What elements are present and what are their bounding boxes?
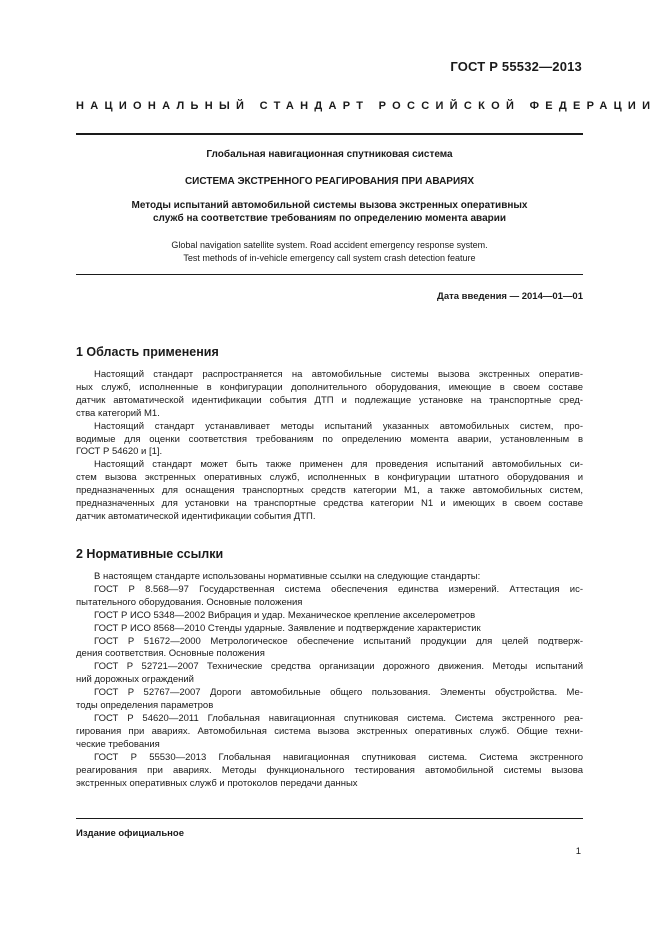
text-line: гирования при авариях. Автомобильная система вызова экстренных оперативных служб. Общие техни- xyxy=(76,725,583,737)
text-line: датчик автоматической идентификации события ДТП и подлежащие установке на транспортные сред- xyxy=(76,394,583,406)
text-line: ний дорожных ограждений xyxy=(76,674,194,686)
text-line: В настоящем стандарте использованы нормативные ссылки на следующие стандарты: xyxy=(94,571,481,582)
text-line: Настоящий стандарт устанавливает методы испытаний указанных автомобильных систем, про- xyxy=(94,420,583,432)
text-line: ГОСТ Р 52721—2007 Технические средства организации дорожного движения. Методы испытаний xyxy=(94,661,583,673)
text-line: пытательного оборудования. Основные положения xyxy=(76,596,303,608)
section-2-heading: 2 Нормативные ссылки xyxy=(76,547,224,561)
national-standard-banner: НАЦИОНАЛЬНЫЙ СТАНДАРТ РОССИЙСКОЙ ФЕДЕРАЦИИ xyxy=(76,100,657,112)
title-rule xyxy=(76,274,583,275)
text-line: ГОСТ Р ИСО 8568—2010 Стенды ударные. Заявление и подтверждение характеристик xyxy=(94,622,481,634)
page-number: 1 xyxy=(575,846,581,857)
section-1-heading: 1 Область применения xyxy=(76,345,219,359)
text-line: дения соответствия. Основные положения xyxy=(76,648,265,660)
text-line: реагирования при авариях. Методы функционального тестирования автомобильной системы вызова xyxy=(76,764,583,776)
footer-rule xyxy=(76,818,583,819)
text-line: Настоящий стандарт распространяется на автомобильные системы вызова экстренных оператив- xyxy=(94,369,583,380)
text-line: тоды определения параметров xyxy=(76,700,214,712)
text-line: стем вызова экстренных оперативных служб, исполненных в конфигурации штатного оборудования и xyxy=(76,472,583,484)
text-line: датчик автоматической идентификации события ДТП. xyxy=(76,510,316,522)
text-line: ческие требования xyxy=(76,738,160,750)
title-english-a: Global navigation satellite system. Road accident emergency response system. xyxy=(171,240,488,250)
text-line: ГОСТ Р 54620—2011 Глобальная навигационная спутниковая система. Система экстренного реа- xyxy=(94,712,583,724)
text-line: ства категорий М1. xyxy=(76,407,160,419)
text-line: ГОСТ Р 8.568—97 Государственная система обеспечения единства измерений. Аттестация ис- xyxy=(94,583,583,595)
header-rule xyxy=(76,133,583,135)
section-1-body xyxy=(76,369,583,524)
gost-number: ГОСТ Р 55532—2013 xyxy=(450,59,582,74)
text-line: ГОСТ Р 51672—2000 Метрологическое обеспечение испытаний продукции для целей подтверж- xyxy=(94,635,583,647)
official-edition-label: Издание официальное xyxy=(76,828,184,839)
title-line-3b: служб на соответствие требованиям по определению момента аварии xyxy=(152,213,507,224)
text-line: ГОСТ Р 55530—2013 Глобальная навигационная спутниковая система. Система экстренного xyxy=(94,751,583,763)
title-line-3a: Методы испытаний автомобильной системы вызова экстренных оперативных xyxy=(131,200,528,211)
title-line-1: Глобальная навигационная спутниковая система xyxy=(206,149,453,160)
text-line: ГОСТ Р ИСО 5348—2002 Вибрация и удар. Механическое крепление акселерометров xyxy=(94,609,476,621)
section-2-body xyxy=(76,571,583,790)
text-line: водимые для оценки соответствия требованиям по определению момента аварии, установленным в xyxy=(76,433,583,445)
title-line-3 xyxy=(76,199,583,225)
title-english xyxy=(76,239,583,265)
title-line-2: СИСТЕМА ЭКСТРЕННОГО РЕАГИРОВАНИЯ ПРИ АВАРИЯХ xyxy=(184,176,475,187)
introduction-date: Дата введения — 2014—01—01 xyxy=(437,291,583,302)
text-line: предназначенных для установки на транспортные средства категории N1 и имеющих в своем составе xyxy=(76,498,583,510)
text-line: ных служб, исполненные в конфигурации дополнительного оборудования, имеющие в своем составе xyxy=(76,381,583,393)
text-line: предназначенных для оснащения транспортных средств категории М1, а также автомобильных систем, xyxy=(76,485,583,497)
title-english-b: Test methods of in-vehicle emergency call system crash detection feature xyxy=(183,253,476,263)
text-line: Настоящий стандарт может быть также применен для проведения испытаний автомобильных си- xyxy=(94,459,583,471)
text-line: экстренных оперативных служб и протоколов передачи данных xyxy=(76,777,358,789)
text-line: ГОСТ Р 54620 и [1]. xyxy=(76,446,163,458)
text-line: ГОСТ Р 52767—2007 Дороги автомобильные общего пользования. Элементы обустройства. Ме- xyxy=(94,687,583,699)
